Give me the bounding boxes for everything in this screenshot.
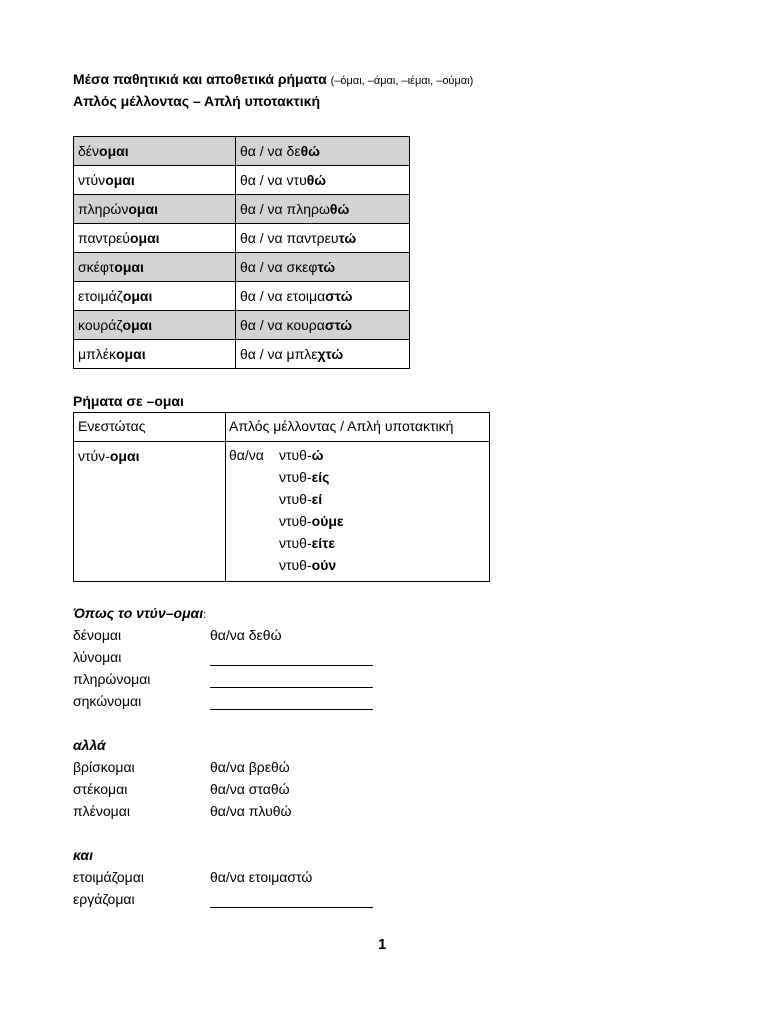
present-verb-cell: κουράζομαι bbox=[74, 311, 236, 340]
future-verb-cell: θα / να ντυθώ bbox=[236, 166, 410, 195]
future-verb-cell: θα / να παντρευτώ bbox=[236, 224, 410, 253]
verb-label: δένομαι bbox=[73, 627, 122, 643]
verb-answer: θα/να πλυθώ bbox=[210, 803, 292, 819]
present-verb-cell: ετοιμάζομαι bbox=[74, 282, 236, 311]
table-row bbox=[74, 311, 410, 340]
future-tense-table bbox=[73, 136, 410, 369]
verb-label: λύνομαι bbox=[73, 649, 122, 665]
verb-answer: θα/να ετοιμαστώ bbox=[210, 869, 313, 885]
table-row bbox=[74, 340, 410, 369]
section3-title: Όπως το ντύν–ομαι: bbox=[73, 605, 207, 621]
heading-endings: (–όμαι, –άμαι, –ιέμαι, –ούμαι) bbox=[330, 75, 474, 87]
future-verb-cell: θα / να δεθώ bbox=[236, 137, 410, 166]
present-verb-cell: ντύνομαι bbox=[74, 166, 236, 195]
verb-label: ετοιμάζομαι bbox=[73, 869, 144, 885]
verb-label: πληρώνομαι bbox=[73, 671, 151, 687]
list-item: ντυθ-ούν bbox=[279, 557, 337, 573]
conjugation-table-divider bbox=[74, 441, 489, 442]
future-verb-cell: θα / να πληρωθώ bbox=[236, 195, 410, 224]
list-item: ντυθ-είτε bbox=[279, 535, 336, 551]
page-number: 1 bbox=[378, 936, 387, 953]
verb-answer: θα/να σταθώ bbox=[210, 781, 290, 797]
future-verb-cell: θα / να ετοιμαστώ bbox=[236, 282, 410, 311]
present-verb-cell: δένομαι bbox=[74, 137, 236, 166]
table-row bbox=[74, 166, 410, 195]
table-row bbox=[74, 195, 410, 224]
verb-label: στέκομαι bbox=[73, 781, 128, 797]
heading-title: Μέσα παθητικιά και αποθετικά ρήματα bbox=[73, 71, 327, 87]
heading-line-1 bbox=[73, 70, 473, 90]
section5-title: και bbox=[73, 847, 93, 863]
table-row bbox=[74, 253, 410, 282]
col1-header: Ενεστώτας bbox=[78, 418, 146, 434]
present-verb-cell: παντρεύομαι bbox=[74, 224, 236, 253]
section2-title: Ρήματα σε –ομαι bbox=[73, 393, 184, 409]
list-item: ντυθ-είς bbox=[279, 469, 330, 485]
heading-line-2: Απλός μέλλοντας – Απλή υποτακτική bbox=[73, 93, 321, 109]
table-row bbox=[74, 282, 410, 311]
list-item: ντυθ-εί bbox=[279, 491, 323, 507]
present-verb-cell: μπλέκομαι bbox=[74, 340, 236, 369]
future-verb-cell: θα / να μπλεχτώ bbox=[236, 340, 410, 369]
table-row bbox=[74, 224, 410, 253]
verb-label: εργάζομαι bbox=[73, 891, 135, 907]
answer-blank-line[interactable] bbox=[210, 665, 373, 666]
section4-title: αλλά bbox=[73, 737, 106, 753]
verb-answer: θα/να βρεθώ bbox=[210, 759, 290, 775]
list-item: ντυθ-ώ bbox=[279, 447, 324, 463]
conjugation-table bbox=[73, 412, 490, 582]
present-form: ντύν-ομαι bbox=[78, 448, 140, 464]
present-verb-cell: πληρώνομαι bbox=[74, 195, 236, 224]
verb-label: πλένομαι bbox=[73, 803, 130, 819]
conjugation-table-column-divider bbox=[225, 413, 226, 581]
answer-blank-line[interactable] bbox=[210, 907, 373, 908]
verb-label: βρίσκομαι bbox=[73, 759, 135, 775]
verb-answer: θα/να δεθώ bbox=[210, 627, 282, 643]
future-prefix: θα/να bbox=[229, 447, 264, 463]
future-verb-cell: θα / να σκεφτώ bbox=[236, 253, 410, 282]
list-item: ντυθ-ούμε bbox=[279, 513, 344, 529]
future-verb-cell: θα / να κουραστώ bbox=[236, 311, 410, 340]
answer-blank-line[interactable] bbox=[210, 709, 373, 710]
verb-label: σηκώνομαι bbox=[73, 693, 142, 709]
col2-header: Απλός μέλλοντας / Απλή υποτακτική bbox=[229, 418, 454, 434]
answer-blank-line[interactable] bbox=[210, 687, 373, 688]
table-row bbox=[74, 137, 410, 166]
present-verb-cell: σκέφτομαι bbox=[74, 253, 236, 282]
